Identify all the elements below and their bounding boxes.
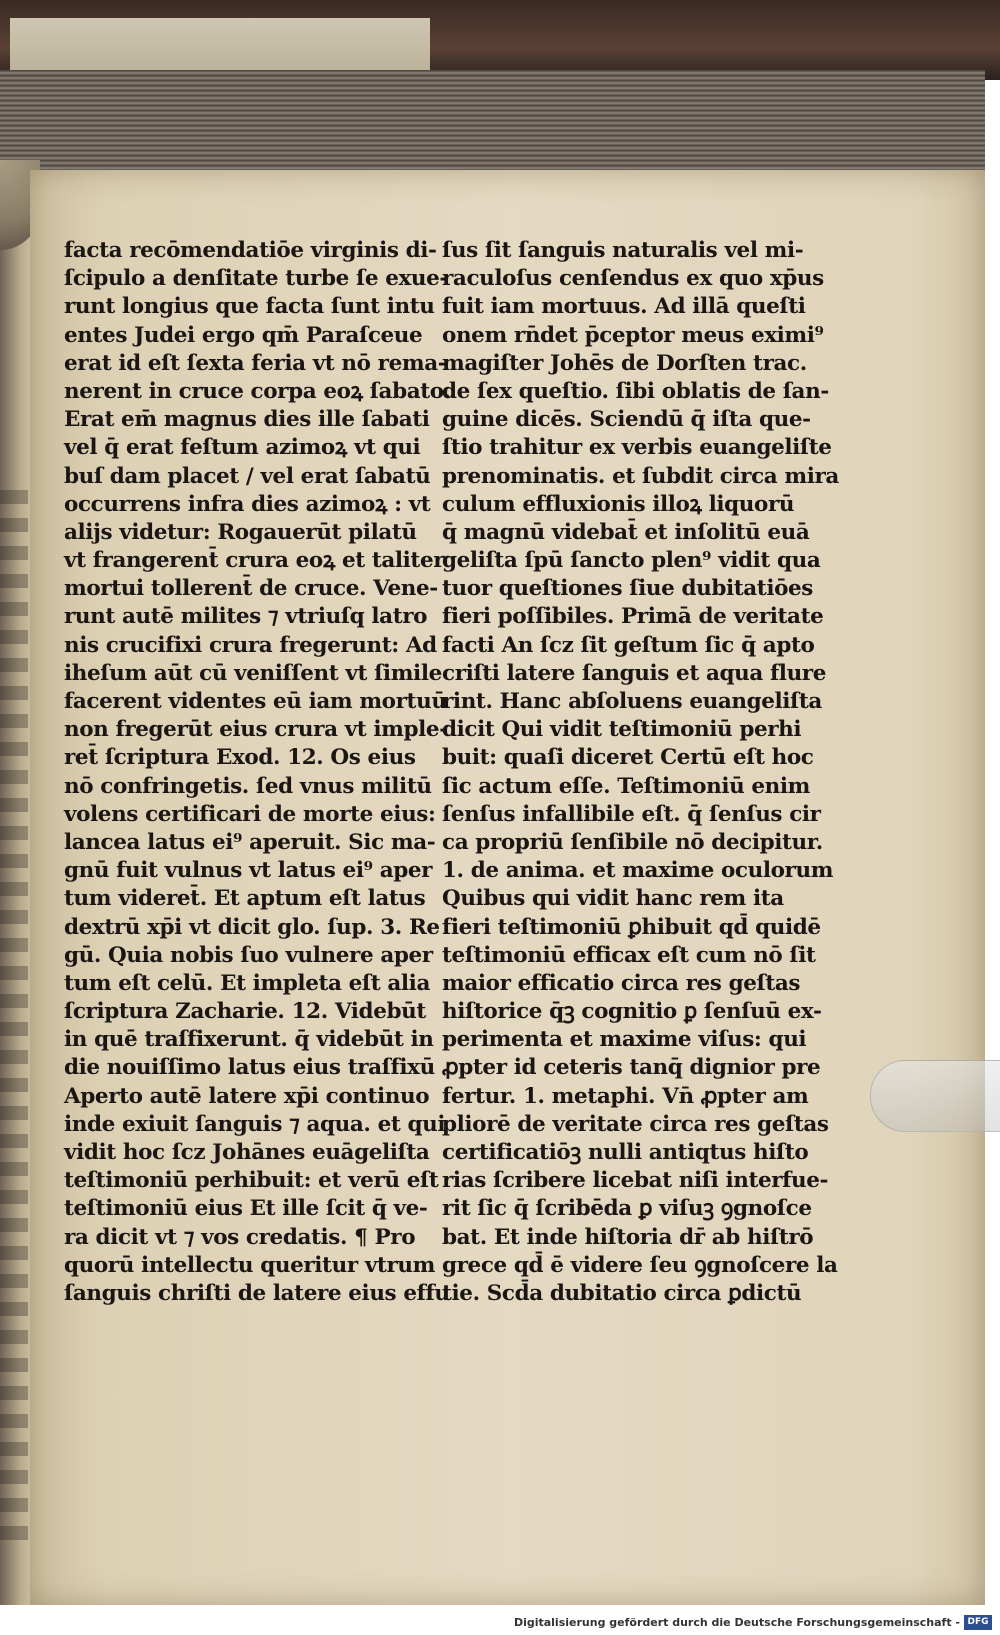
text-line: rit ſic q̄ ſcribēda ꝑ viſuꝫ ꝯgnoſce — [442, 1196, 812, 1222]
text-line: tum videret̄. Et aptum eſt latus — [64, 886, 426, 912]
text-line: ſenſus infallibile eſt. q̄ ſenſus cir — [442, 801, 821, 827]
text-line: grece qd̄ ē videre ſeu ꝯgnoſcere la — [442, 1252, 838, 1278]
text-line: iheſum aūt cū veniſſent vt ſimile — [64, 660, 442, 686]
facing-page-text-fragment — [0, 490, 28, 1540]
footer-credit: Digitalisierung gefördert durch die Deutsche Forschungsgemeinschaft - — [513, 1616, 960, 1629]
text-line: nis crucifixi crura fregerunt: Ad — [64, 632, 437, 658]
text-line: ſcipulo a denſitate turbe ſe exue- — [64, 266, 448, 292]
footer — [0, 1612, 1000, 1635]
text-line: buſ dam placet / vel erat ſabatū — [64, 463, 431, 489]
text-line: quorū intellectu queritur vtrum — [64, 1252, 435, 1278]
text-line: rint. Hanc abſoluens euangeliſta — [442, 689, 822, 714]
text-line: teſtimoniū efficax eſt cum nō ſit — [442, 942, 816, 968]
text-line: prenominatis. et ſubdit circa mira — [442, 463, 839, 489]
text-column-right — [442, 237, 839, 1308]
text-line: die nouiſſimo latus eius traſfixū — [64, 1055, 435, 1081]
text-line: dextrū xp̄i vt dicit glo. ſup. 3. Re — [64, 914, 440, 940]
text-line: hiſtorice q̄ꝫ cognitio ꝑ ſenſuū ex- — [442, 999, 822, 1025]
text-line: geliſta ſpū ſancto plen⁹ vidit qua — [442, 548, 821, 574]
facing-page-edge — [0, 170, 34, 1605]
text-line: certificatiōꝫ nulli antiqtus hiſto — [442, 1140, 809, 1165]
text-line: ca propriū ſenſibile nō decipitur. — [442, 829, 823, 855]
text-line: lancea latus ei⁹ aperuit. Sic ma- — [64, 829, 436, 855]
text-line: nerent in cruce corpa eoꝝ ſabato. — [64, 378, 451, 404]
text-line: 1. de anima. et maxime oculorum — [442, 858, 834, 884]
text-line: facerent videntes eū iam mortuū — [64, 689, 447, 714]
text-line: runt autē milites ⁊ vtriuſq latro — [64, 604, 428, 630]
text-line: inde exiuit ſanguis ⁊ aqua. et qui — [64, 1111, 446, 1137]
text-line: occurrens infra dies azimoꝝ : vt — [64, 491, 431, 517]
text-line: maior efficatio circa res geſtas — [442, 970, 801, 996]
text-line: non fregerūt eius crura vt imple- — [64, 717, 448, 743]
text-line: bat. Et inde hiſtoria dr̄ ab hiſtrō — [442, 1224, 814, 1250]
text-line: runt longius que facta ſunt intu — [64, 294, 435, 320]
text-line: onem rn̄det p̄ceptor meus eximi⁹ — [442, 322, 824, 348]
text-line: raculoſus cenſendus ex quo xp̄us — [442, 266, 824, 292]
text-line: tie. Scd̄a dubitatio circa ꝑdictū — [442, 1280, 802, 1306]
dfg-logo: DFG — [964, 1615, 992, 1630]
text-line: teſtimoniū perhibuit: et verū eſt — [64, 1168, 439, 1194]
page-clip — [870, 1060, 1000, 1132]
text-line: fertur. 1. metaphi. Vn̄ ꝓpter am — [442, 1083, 809, 1109]
text-line: ſcriptura Zacharie. 12. Videbūt — [64, 999, 426, 1025]
text-line: alijs videtur: Rogauerūt pilatū — [64, 519, 417, 545]
text-line: erat id eſt ſexta feria vt nō rema- — [64, 350, 447, 376]
text-line: ret̄ ſcriptura Exod. 12. Os eius — [64, 745, 416, 771]
text-line: de ſex queſtio. ſibi oblatis de ſan- — [442, 378, 829, 404]
text-line: fieri poſſibiles. Primā de veritate — [442, 604, 824, 630]
text-line: facti An ſcz ſit geſtum ſic q̄ apto — [442, 632, 815, 658]
text-column-left — [64, 237, 451, 1308]
text-line: ra dicit vt ⁊ vos credatis. ¶ Pro — [64, 1224, 416, 1250]
text-line: gnū fuit vulnus vt latus ei⁹ aper — [64, 858, 433, 884]
text-line: perimenta et maxime viſus: qui — [442, 1027, 807, 1053]
text-line: mortui tollerent̄ de cruce. Vene- — [64, 576, 438, 602]
text-line: ſus ſit ſanguis naturalis vel mi- — [442, 238, 804, 263]
text-line: buit: quaſi diceret Certū eſt hoc — [442, 745, 814, 771]
text-line: ſanguis chriſti de latere eius effu — [64, 1280, 450, 1306]
text-line: ſic actum eſſe. Teſtimoniū enim — [442, 773, 811, 799]
text-line: dicit Qui vidit teſtimoniū perhi — [442, 717, 802, 743]
text-line: Quibus qui vidit hanc rem ita — [442, 886, 784, 912]
text-line: fieri teſtimoniū ꝑhibuit qd̄ quidē — [442, 914, 821, 940]
text-line: rias ſcribere licebat niſi interfue- — [442, 1168, 829, 1194]
text-line: vidit hoc ſcz Johānes euāgeliſta — [64, 1140, 430, 1165]
text-line: vel q̄ erat feſtum azimoꝝ vt qui — [64, 435, 421, 461]
text-line: ꝓpter id ceteris tanq̄ dignior pre — [442, 1055, 821, 1081]
text-line: ſtio trahitur ex verbis euangeliſte — [442, 435, 832, 461]
text-line: entes Judei ergo qm̄ Paraſceue — [64, 322, 423, 348]
text-line: in quē traſfixerunt. q̄ videbūt in — [64, 1027, 434, 1053]
text-line: tuor queſtiones ſiue dubitatiōes — [442, 576, 814, 602]
text-line: q̄ magnū videbat̄ et inſolitū euā — [442, 519, 810, 545]
text-line: Aperto autē latere xp̄i continuo — [64, 1083, 430, 1109]
text-line: volens certificari de morte eius: — [64, 801, 436, 827]
text-line: nō confringetis. ſed vnus militū — [64, 773, 432, 799]
text-line: guine dicēs. Sciendū q̄ iſta que- — [442, 407, 811, 433]
text-line: pliorē de veritate circa res geſtas — [442, 1111, 829, 1137]
text-line: fuit iam mortuus. Ad illā queſti — [442, 294, 806, 320]
text-line: teſtimoniū eius Et ille ſcit q̄ ve- — [64, 1196, 428, 1222]
text-line: vt frangerent̄ crura eoꝝ et taliter — [64, 548, 445, 574]
paper-strip — [10, 18, 430, 78]
text-line: culum effluxionis illoꝝ liquorū — [442, 491, 795, 517]
text-line: Erat em̄ magnus dies ille ſabati — [64, 407, 430, 433]
text-line: facta recōmendatiōe virginis di- — [64, 238, 437, 263]
text-line: gū. Quia nobis ſuo vulnere aper — [64, 942, 433, 968]
text-line: magiſter Johēs de Dorſten trac. — [442, 350, 807, 376]
text-line: tum eſt celū. Et impleta eſt alia — [64, 970, 430, 996]
text-line: criſti latere ſanguis et aqua flure — [442, 660, 827, 686]
